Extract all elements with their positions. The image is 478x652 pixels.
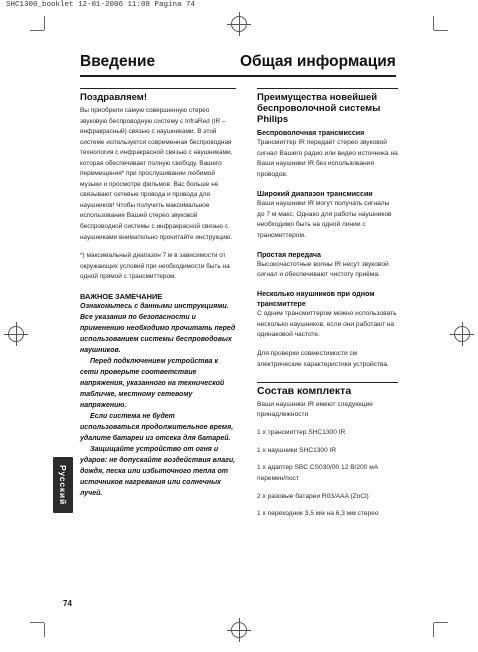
- feature-heading: Беспроволочная трансмиссия: [257, 129, 365, 137]
- footnote-paragraph: *) максимальный диапазон 7 м в зависимости от окружающих условий при необходимости быть на одной прямой с трансмиттером.: [80, 252, 230, 281]
- crop-mark: [30, 30, 44, 31]
- feature-text: Ваши наушники IR могут получать сигналы до 7 м макс. Однако для работы наушников необходимо быть на одной линии с трансмиттером.: [257, 199, 392, 239]
- registration-mark-icon: [450, 322, 474, 346]
- registration-mark-icon: [4, 322, 28, 346]
- page-header-left: Введение: [80, 53, 156, 70]
- page-header-right: Общая информация: [240, 53, 396, 70]
- registration-mark-icon: [227, 618, 251, 642]
- right-column: [257, 88, 398, 520]
- page-number: 74: [63, 599, 72, 608]
- feature-text: Трансмиттер IR передаёт стерео звуковой сигнал Вашего радио или видео источника на Ваши наушники IR без использования проводов.: [257, 139, 398, 179]
- warning-paragraph: Защищайте устройство от огня и ударов: не допускайте воздействия влаги, дождя, песка или избыточного тепла от источников нагревания или солнечных лучей.: [80, 445, 236, 497]
- registration-mark-icon: [227, 12, 251, 36]
- feature-heading: Несколько наушников при одном трансмиттере: [257, 290, 375, 309]
- section-title-kit: Состав комплекта: [257, 382, 398, 397]
- crop-mark: [434, 30, 448, 31]
- kit-intro: Ваши наушники IR имеют следующие принадлежности: [257, 400, 373, 419]
- crop-mark: [434, 622, 448, 623]
- feature-heading: Простая передача: [257, 250, 321, 259]
- crop-mark: [44, 623, 45, 637]
- language-tab: [53, 457, 73, 513]
- kit-list-item: 1 x наушники SHC1300 IR: [257, 446, 337, 454]
- kit-list-item: 1 x трансмиттер SHC1300 IR: [257, 428, 346, 436]
- crop-mark: [30, 622, 44, 623]
- crop-mark: [433, 623, 434, 637]
- compatibility-note: Для проверки совместимости см электрические характеристики устройства.: [257, 350, 389, 368]
- kit-list-item: 1 x адаптер SBC CS030/00 12 В/200 мА перемен/пост: [257, 464, 379, 483]
- left-column: [80, 88, 236, 499]
- feature-text: Высокочастотные волны IR несут звуковой сигнал и обеспечивают чистоту приёма.: [257, 260, 389, 279]
- section-title-congrats: Поздравляем!: [80, 88, 236, 103]
- warning-paragraph: Если система не будет использоваться продолжительное время, удалите батареи из отсека для батарей.: [80, 412, 234, 442]
- section-title-advantages: Преимущества новейшей беспроволочной системы Philips: [257, 88, 398, 125]
- print-slug: SHC1300_booklet 12-01-2006 11:08 Pagina 74: [6, 1, 196, 9]
- intro-paragraph: Вы приобрели самую совершенную стерео звуковую беспроводную систему с InfraRed (IR – инфракрасный) связью с наушниками. В этой системе используется современная беспроводная технология с инфракрасной связью с наушниками, которая обеспечивает полную свободу. Вашего перемещения* при прослушивании любимой музыки и просмотре фильмов. Вас больше не связывают сетевые провода и провода для наушников! Чтобы получить максимальное использование Вашей стерео звуковой беспроводной системы с инфракрасной связью с наушниками внимательно прочитайте инструкцию.: [80, 107, 233, 241]
- language-tab-label: Русский: [58, 465, 69, 505]
- warning-paragraph: Ознакомьтесь с данными инструкциями. Все указания по безопасности и применению необходимо прочитать перед использованием системы беспроводовых наушников.: [80, 302, 236, 354]
- feature-heading: Широкий диапазон трансмиссии: [257, 189, 373, 198]
- crop-mark: [44, 16, 45, 30]
- kit-list-item: 2 x разовые батареи R03/AAA (ZnCl): [257, 492, 369, 500]
- feature-text: С одним трансмиттером можно использовать несколько наушников, если они работают на одинаковой частоте.: [257, 310, 397, 339]
- kit-list-item: 1 x переходник 3,5 мм на 6,3 мм стерео: [257, 510, 379, 518]
- crop-mark: [433, 16, 434, 30]
- header-divider: [80, 75, 396, 77]
- warning-title: ВАЖНОЕ ЗАМЕЧАНИЕ: [80, 291, 163, 301]
- warning-paragraph: Перед подключением устройства к сети проверьте соответствие напряжения, указанного на технической табличке, местному сетевому напряжению.: [80, 357, 225, 409]
